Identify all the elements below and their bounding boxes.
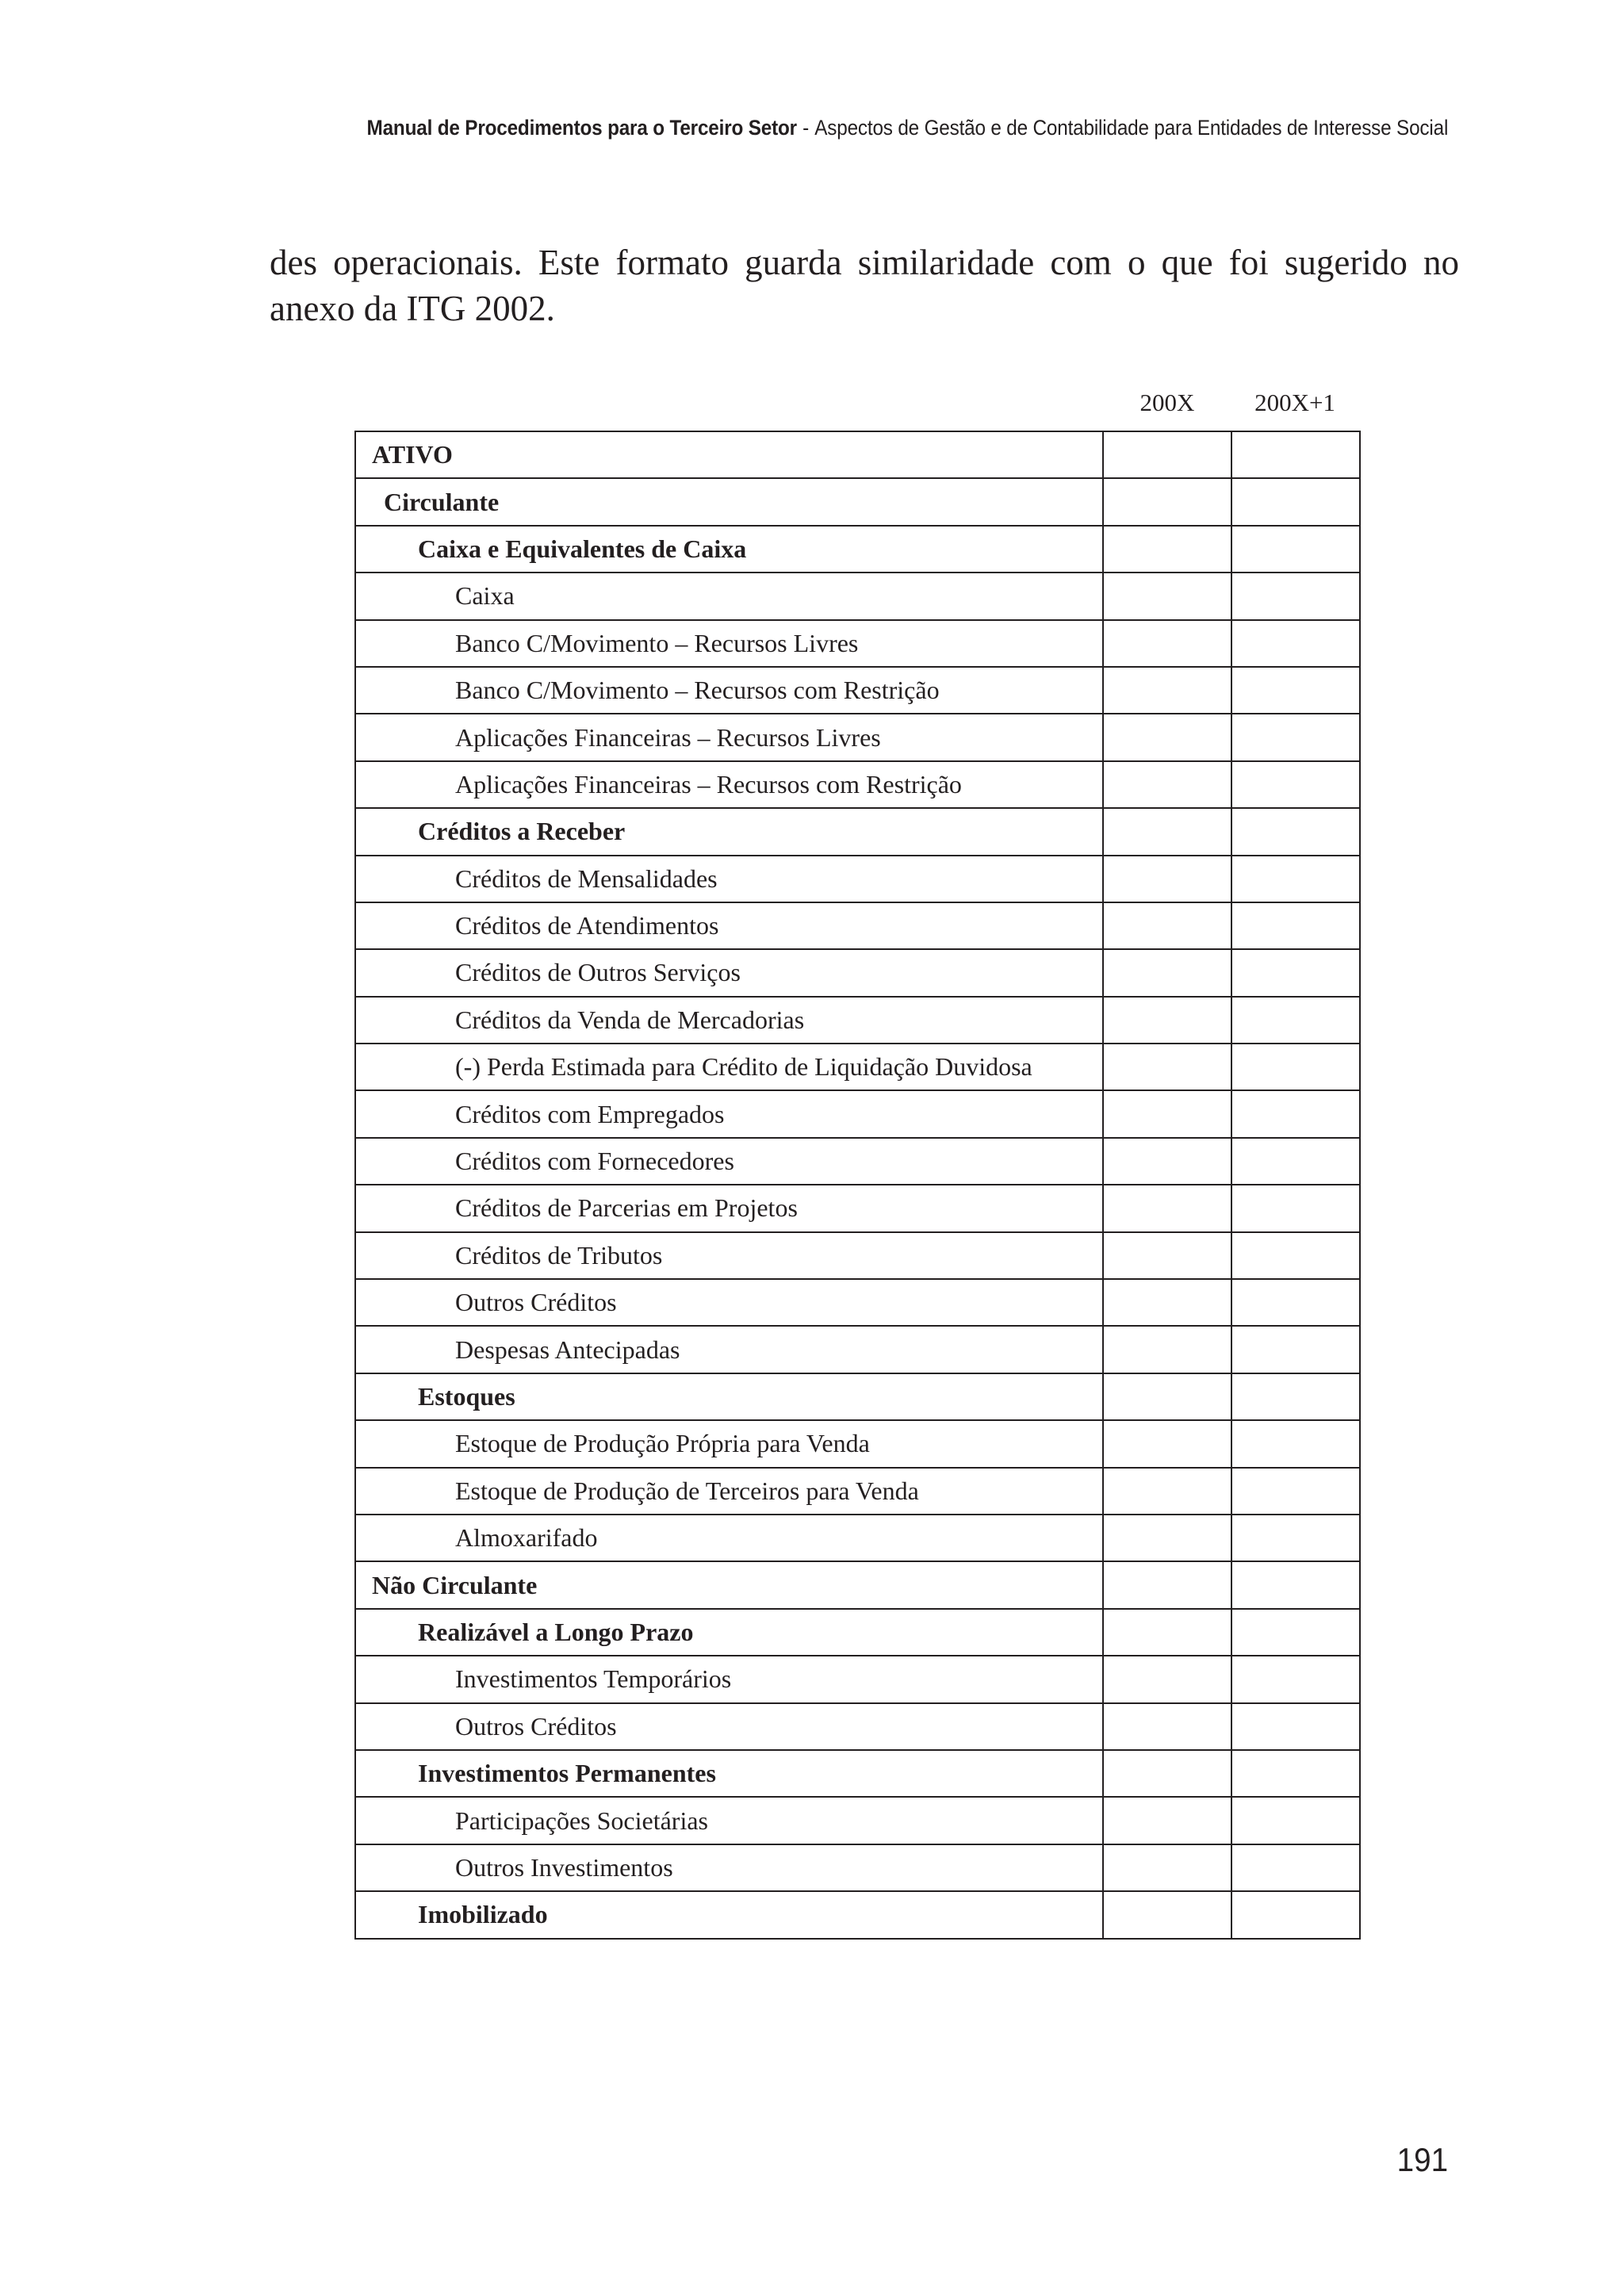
- value-cell-next-year: [1231, 1703, 1360, 1750]
- account-label: Aplicações Financeiras – Recursos Livres: [355, 714, 1103, 760]
- value-cell-year: [1103, 478, 1231, 525]
- account-label: Créditos de Outros Serviços: [355, 949, 1103, 996]
- value-cell-next-year: [1231, 1797, 1360, 1844]
- account-label: (-) Perda Estimada para Crédito de Liquidação Duvidosa: [355, 1044, 1103, 1090]
- value-cell-next-year: [1231, 526, 1360, 573]
- account-label: Banco C/Movimento – Recursos com Restrição: [355, 667, 1103, 714]
- value-cell-year: [1103, 1844, 1231, 1891]
- value-cell-next-year: [1231, 478, 1360, 525]
- account-label: Participações Societárias: [355, 1797, 1103, 1844]
- account-label: Investimentos Permanentes: [355, 1750, 1103, 1797]
- account-label: Créditos de Tributos: [355, 1232, 1103, 1279]
- value-cell-next-year: [1231, 1326, 1360, 1373]
- table-row: [355, 1185, 1360, 1231]
- book-subtitle: Aspectos de Gestão e de Contabilidade para Entidades de Interesse Social: [814, 116, 1448, 140]
- value-cell-year: [1103, 526, 1231, 573]
- account-label: Estoque de Produção de Terceiros para Venda: [355, 1468, 1103, 1515]
- account-label: Caixa e Equivalentes de Caixa: [355, 526, 1103, 573]
- table-row: [355, 1232, 1360, 1279]
- value-cell-year: [1103, 1703, 1231, 1750]
- value-cell-next-year: [1231, 1044, 1360, 1090]
- table-row: [355, 1656, 1360, 1702]
- table-row: [355, 1750, 1360, 1797]
- value-cell-next-year: [1231, 714, 1360, 760]
- value-cell-next-year: [1231, 902, 1360, 949]
- table-row: [355, 526, 1360, 573]
- table-row: [355, 949, 1360, 996]
- table-row: [355, 997, 1360, 1044]
- value-cell-year: [1103, 1515, 1231, 1561]
- account-label: Almoxarifado: [355, 1515, 1103, 1561]
- account-label: Outros Investimentos: [355, 1844, 1103, 1891]
- table-row: [355, 856, 1360, 902]
- account-label: Créditos com Empregados: [355, 1090, 1103, 1137]
- account-label: Créditos com Fornecedores: [355, 1138, 1103, 1185]
- table-row: [355, 620, 1360, 667]
- table-row: [355, 478, 1360, 525]
- running-header: [366, 116, 1448, 140]
- value-cell-year: [1103, 949, 1231, 996]
- account-label: Não Circulante: [355, 1561, 1103, 1608]
- table-row: [355, 902, 1360, 949]
- account-label: ATIVO: [355, 431, 1103, 478]
- value-cell-next-year: [1231, 1373, 1360, 1420]
- value-cell-year: [1103, 1797, 1231, 1844]
- value-cell-next-year: [1231, 1609, 1360, 1656]
- balance-sheet-body: [355, 431, 1360, 1939]
- value-cell-year: [1103, 1373, 1231, 1420]
- value-cell-next-year: [1231, 1090, 1360, 1137]
- value-cell-next-year: [1231, 1891, 1360, 1938]
- value-cell-next-year: [1231, 431, 1360, 478]
- account-label: Créditos da Venda de Mercadorias: [355, 997, 1103, 1044]
- value-cell-year: [1103, 1656, 1231, 1702]
- value-cell-year: [1103, 431, 1231, 478]
- value-cell-year: [1103, 902, 1231, 949]
- account-label: Caixa: [355, 573, 1103, 619]
- account-label: Despesas Antecipadas: [355, 1326, 1103, 1373]
- table-row: [355, 1515, 1360, 1561]
- account-label: Imobilizado: [355, 1891, 1103, 1938]
- value-cell-year: [1103, 1090, 1231, 1137]
- balance-sheet-table: [354, 431, 1361, 1940]
- table-row: [355, 1844, 1360, 1891]
- value-cell-year: [1103, 667, 1231, 714]
- account-label: Estoques: [355, 1373, 1103, 1420]
- account-label: Créditos de Parcerias em Projetos: [355, 1185, 1103, 1231]
- book-title: Manual de Procedimentos para o Terceiro Setor: [366, 116, 797, 140]
- value-cell-year: [1103, 1468, 1231, 1515]
- table-row: [355, 1420, 1360, 1467]
- table-row: [355, 1090, 1360, 1137]
- value-cell-next-year: [1231, 1656, 1360, 1702]
- table-row: [355, 1326, 1360, 1373]
- table-row: [355, 1279, 1360, 1326]
- value-cell-next-year: [1231, 573, 1360, 619]
- value-cell-next-year: [1231, 808, 1360, 855]
- account-label: Circulante: [355, 478, 1103, 525]
- account-label: Investimentos Temporários: [355, 1656, 1103, 1702]
- value-cell-next-year: [1231, 1844, 1360, 1891]
- value-cell-year: [1103, 620, 1231, 667]
- column-header-year: 200X: [1139, 389, 1195, 416]
- value-cell-next-year: [1231, 997, 1360, 1044]
- account-label: Créditos de Mensalidades: [355, 856, 1103, 902]
- value-cell-next-year: [1231, 620, 1360, 667]
- value-cell-next-year: [1231, 1561, 1360, 1608]
- value-cell-year: [1103, 808, 1231, 855]
- table-row: [355, 1044, 1360, 1090]
- value-cell-next-year: [1231, 667, 1360, 714]
- table-row: [355, 667, 1360, 714]
- value-cell-next-year: [1231, 761, 1360, 808]
- value-cell-next-year: [1231, 1232, 1360, 1279]
- value-cell-year: [1103, 761, 1231, 808]
- value-cell-year: [1103, 1750, 1231, 1797]
- account-label: Aplicações Financeiras – Recursos com Restrição: [355, 761, 1103, 808]
- table-row: [355, 1468, 1360, 1515]
- value-cell-year: [1103, 1609, 1231, 1656]
- account-label: Outros Créditos: [355, 1703, 1103, 1750]
- table-row: [355, 714, 1360, 760]
- value-cell-next-year: [1231, 856, 1360, 902]
- table-column-headers: [0, 389, 1624, 420]
- table-row: [355, 1703, 1360, 1750]
- value-cell-year: [1103, 856, 1231, 902]
- value-cell-year: [1103, 573, 1231, 619]
- value-cell-year: [1103, 1138, 1231, 1185]
- body-paragraph: des operacionais. Este formato guarda similaridade com o que foi sugerido no anexo da ITG 2002.: [270, 243, 1459, 328]
- account-label: Outros Créditos: [355, 1279, 1103, 1326]
- value-cell-next-year: [1231, 1279, 1360, 1326]
- table-row: [355, 431, 1360, 478]
- value-cell-next-year: [1231, 949, 1360, 996]
- table-row: [355, 573, 1360, 619]
- table-row: [355, 1609, 1360, 1656]
- value-cell-year: [1103, 997, 1231, 1044]
- value-cell-year: [1103, 714, 1231, 760]
- value-cell-year: [1103, 1420, 1231, 1467]
- value-cell-year: [1103, 1279, 1231, 1326]
- value-cell-next-year: [1231, 1420, 1360, 1467]
- value-cell-year: [1103, 1891, 1231, 1938]
- table-row: [355, 761, 1360, 808]
- value-cell-next-year: [1231, 1138, 1360, 1185]
- account-label: Banco C/Movimento – Recursos Livres: [355, 620, 1103, 667]
- header-separator: -: [802, 116, 809, 140]
- table-row: [355, 808, 1360, 855]
- table-row: [355, 1891, 1360, 1938]
- value-cell-next-year: [1231, 1468, 1360, 1515]
- table-row: [355, 1138, 1360, 1185]
- account-label: Estoque de Produção Própria para Venda: [355, 1420, 1103, 1467]
- table-row: [355, 1373, 1360, 1420]
- value-cell-next-year: [1231, 1750, 1360, 1797]
- value-cell-next-year: [1231, 1185, 1360, 1231]
- account-label: Realizável a Longo Prazo: [355, 1609, 1103, 1656]
- value-cell-year: [1103, 1185, 1231, 1231]
- account-label: Créditos de Atendimentos: [355, 902, 1103, 949]
- account-label: Créditos a Receber: [355, 808, 1103, 855]
- value-cell-year: [1103, 1561, 1231, 1608]
- value-cell-year: [1103, 1326, 1231, 1373]
- table-row: [355, 1561, 1360, 1608]
- column-header-next-year: 200X+1: [1254, 389, 1335, 416]
- value-cell-year: [1103, 1044, 1231, 1090]
- table-row: [355, 1797, 1360, 1844]
- page-number: 191: [1396, 2141, 1448, 2178]
- value-cell-next-year: [1231, 1515, 1360, 1561]
- value-cell-year: [1103, 1232, 1231, 1279]
